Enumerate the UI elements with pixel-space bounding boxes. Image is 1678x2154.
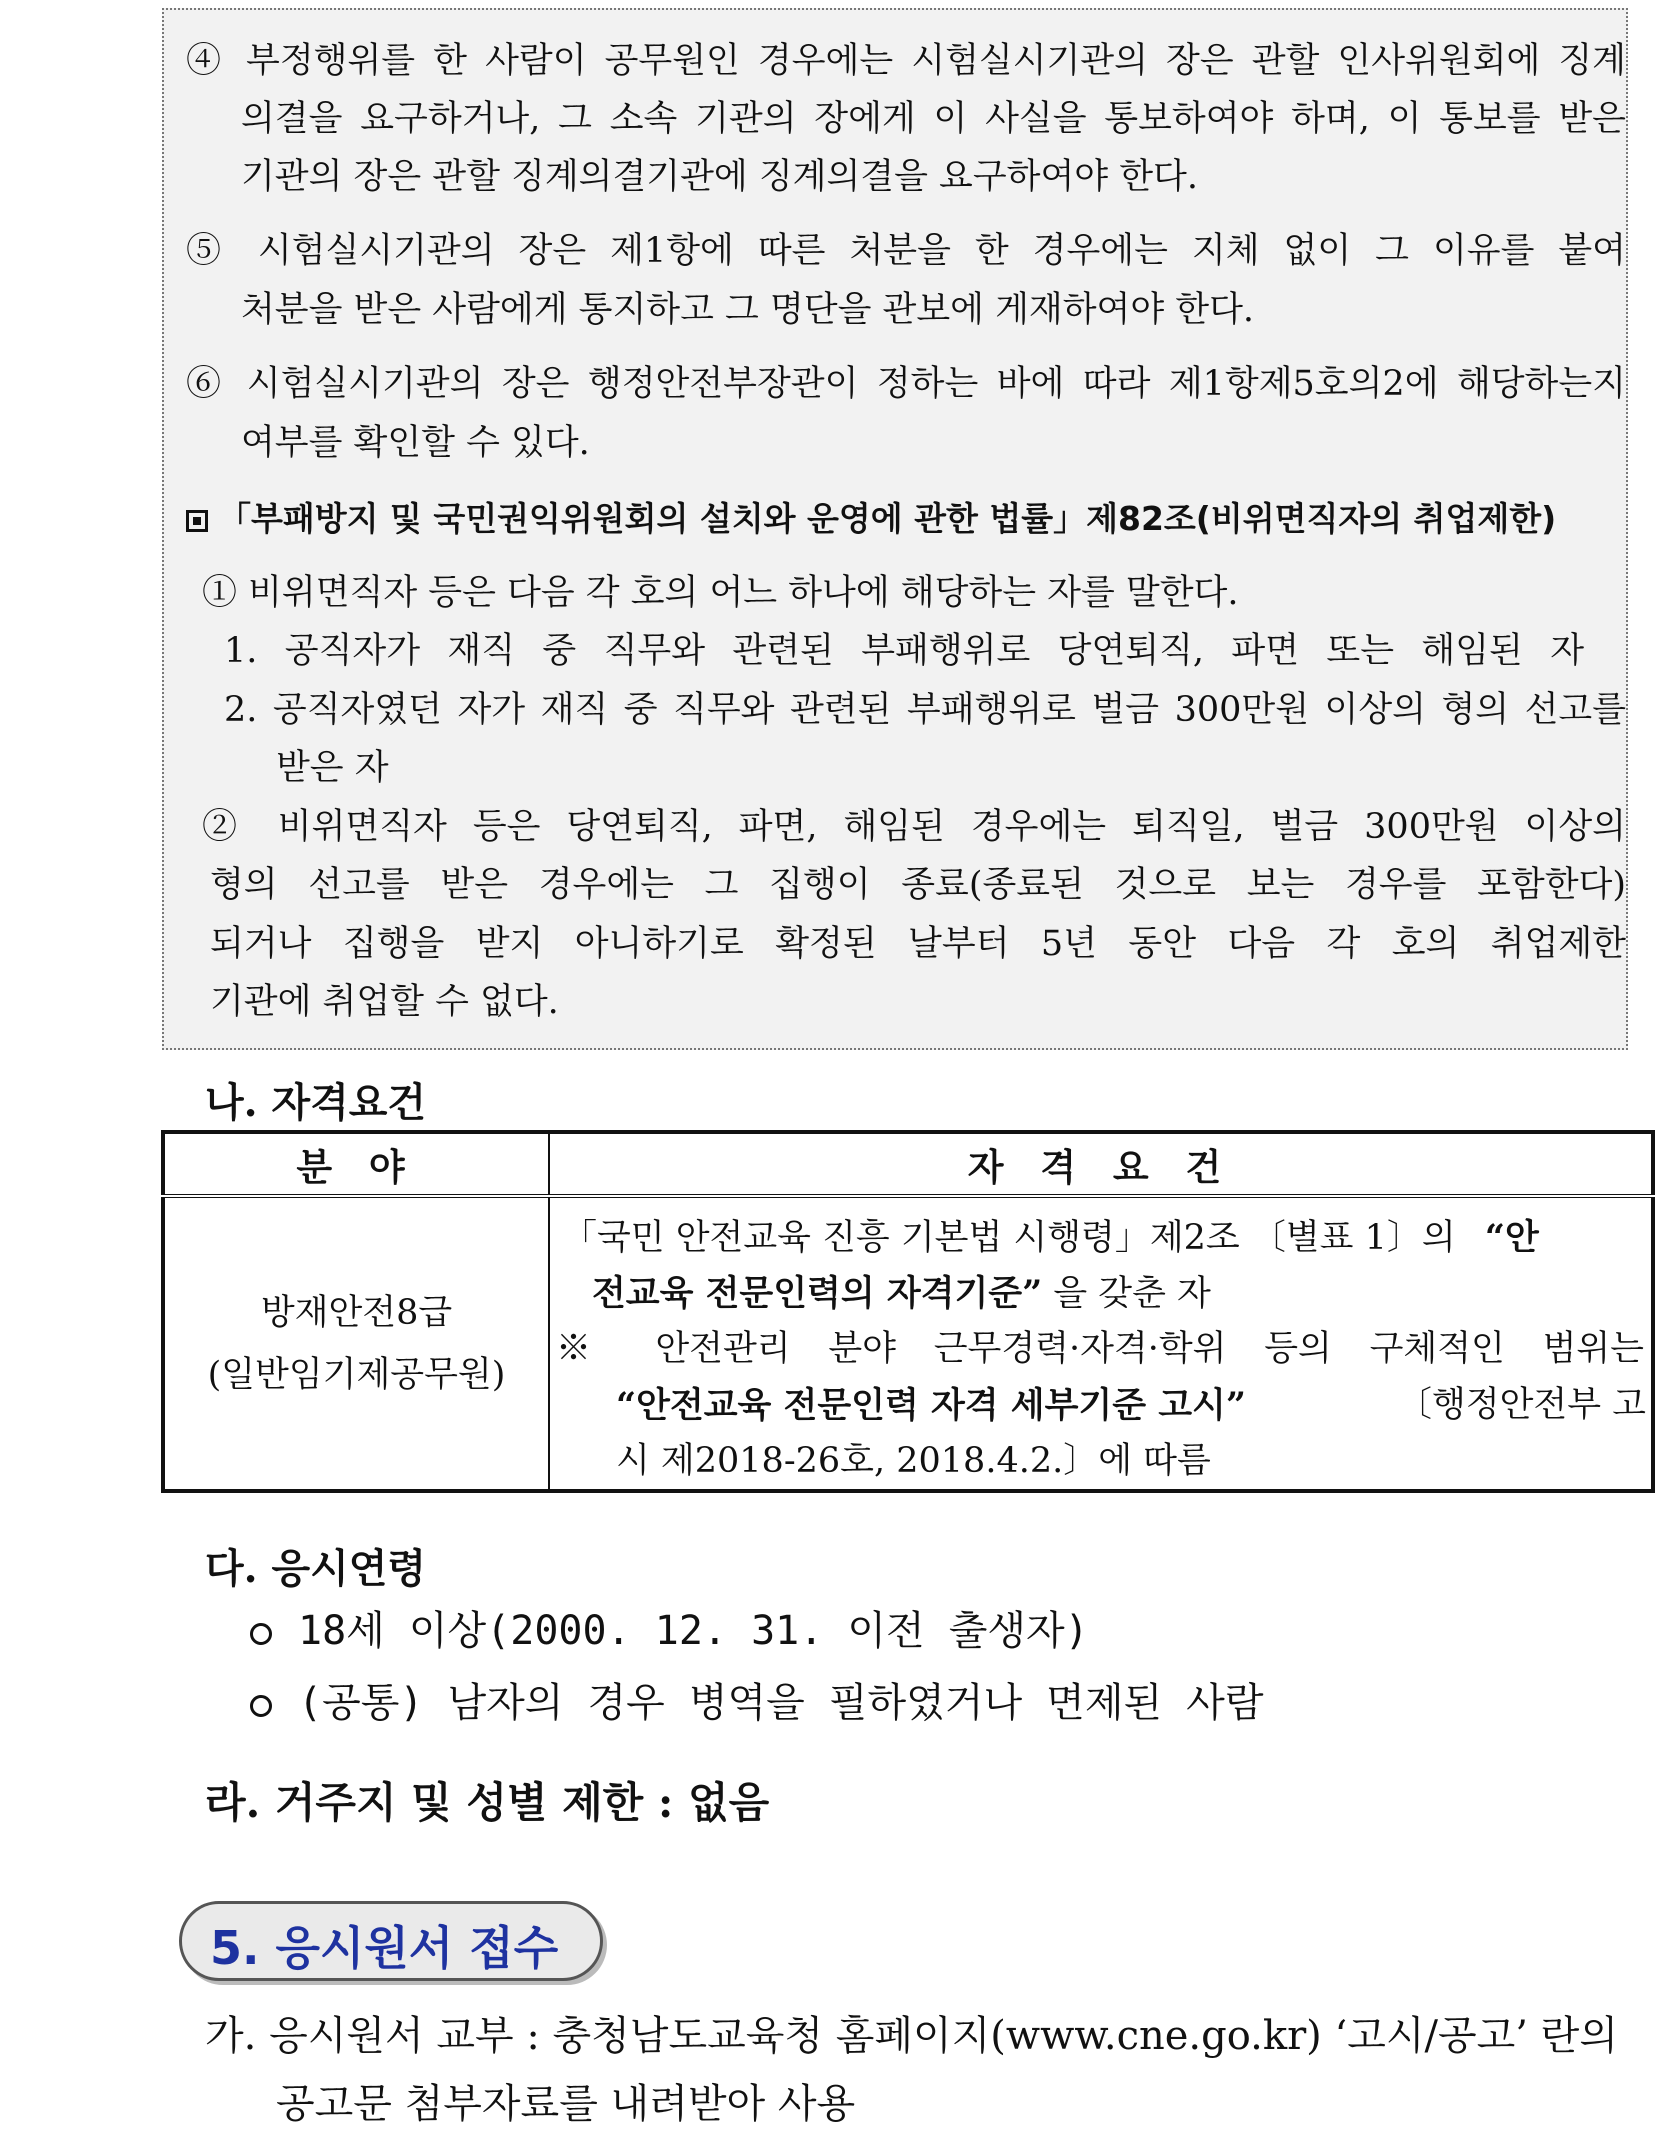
item-1: 1. 공직자가 재직 중 직무와 관련된 부패행위로 당연퇴직, 파면 또는 해임된 자	[224, 631, 1584, 671]
age-heading: 다. 응시연령	[205, 1545, 427, 1592]
section-5-title: 5. 응시원서 접수	[210, 1921, 559, 1975]
paragraph-6-line-2: 여부를 확인할 수 있다.	[241, 423, 590, 463]
requirement-note-source: 〔행정안전부 고	[1397, 1385, 1646, 1425]
item-2-line-1: 2. 공직자였던 자가 재직 중 직무와 관련된 부패행위로 벌금 300만원 이상의 형의 선고를	[224, 690, 1626, 730]
paragraph-6-line-1: ⑥ 시험실시기관의 장은 행정안전부장관이 정하는 바에 따라 제1항제5호의2에 해당하는지	[186, 364, 1626, 404]
law-title	[186, 499, 1557, 538]
age-item-1-text: 18세 이상(2000. 12. 31. 이전 출생자)	[298, 1608, 1089, 1654]
age-item-1	[250, 1608, 1089, 1654]
paragraph-4-line-3: 기관의 장은 관할 징계의결기관에 징계의결을 요구하여야 한다.	[241, 157, 1198, 197]
requirement-line-2	[592, 1273, 1211, 1314]
requirement-emphasis-start: “안	[1484, 1217, 1539, 1258]
paragraph-4-line-2: 의결을 요구하거나, 그 소속 기관의 장에게 이 사실을 통보하여야 하며, 이 통보를 받은	[241, 99, 1626, 139]
circle-bullet-icon	[250, 1695, 272, 1717]
paragraph-5-line-2: 처분을 받은 사람에게 통지하고 그 명단을 관보에 게재하여야 한다.	[241, 290, 1255, 330]
paragraph-5-line-1: ⑤ 시험실시기관의 장은 제1항에 따른 처분을 한 경우에는 지체 없이 그 이유를 붙여	[186, 231, 1626, 271]
clause-1: ① 비위면직자 등은 다음 각 호의 어느 하나에 해당하는 자를 말한다.	[202, 573, 1239, 613]
field-name: 방재안전8급	[260, 1292, 453, 1333]
requirement-note-line-3: 시 제2018-26호, 2018.4.2.〕에 따름	[616, 1441, 1211, 1481]
requirement-line-1	[562, 1217, 1539, 1258]
age-item-2-text: (공통) 남자의 경우 병역을 필하였거나 면제된 사람	[298, 1680, 1264, 1726]
clause-2-line-4: 기관에 취업할 수 없다.	[210, 982, 559, 1022]
requirement-cell	[549, 1196, 1653, 1491]
residence-heading: 라. 거주지 및 성별 제한 : 없음	[205, 1778, 770, 1827]
law-title-text: 「부패방지 및 국민권익위원회의 설치와 운영에 관한 법률」제82조(비위면직자의 취업제한)	[218, 499, 1557, 538]
age-item-2	[250, 1680, 1264, 1726]
header-field: 분 야	[163, 1132, 549, 1196]
field-type: (일반임기제공무원)	[207, 1354, 506, 1395]
qualification-table	[161, 1130, 1655, 1493]
qualification-heading: 나. 자격요건	[205, 1079, 427, 1126]
requirement-note-line-2	[616, 1385, 1646, 1426]
requirement-note-emphasis: “안전교육 전문인력 자격 세부기준 고시”	[616, 1385, 1246, 1426]
requirement-line-2-text: 을 갖춘 자	[1053, 1274, 1211, 1314]
table-header-row	[163, 1132, 1653, 1196]
section-5-line-1: 가. 응시원서 교부 : 충청남도교육청 홈페이지(www.cne.go.kr) ‘고시/공고’ 란의	[205, 2013, 1618, 2059]
clause-2-line-3: 되거나 집행을 받지 아니하기로 확정된 날부터 5년 동안 다음 각 호의 취업제한	[210, 924, 1626, 964]
circle-bullet-icon	[250, 1623, 272, 1645]
clause-2-line-1: ② 비위면직자 등은 당연퇴직, 파면, 해임된 경우에는 퇴직일, 벌금 300만원 이상의	[202, 807, 1626, 847]
requirement-emphasis-end: 전교육 전문인력의 자격기준”	[592, 1273, 1043, 1314]
table-row	[163, 1196, 1653, 1491]
square-bullet-icon	[186, 510, 208, 532]
item-2-line-2: 받은 자	[276, 748, 389, 788]
section-5-line-2: 공고문 첨부자료를 내려받아 사용	[276, 2081, 856, 2127]
requirement-note-line-1: ※ 안전관리 분야 근무경력·자격·학위 등의 구체적인 범위는	[556, 1329, 1644, 1369]
clause-2-line-2: 형의 선고를 받은 경우에는 그 집행이 종료(종료된 것으로 보는 경우를 포함한다)	[210, 865, 1626, 905]
header-requirement: 자 격 요 건	[549, 1132, 1653, 1196]
paragraph-4-line-1: ④ 부정행위를 한 사람이 공무원인 경우에는 시험실시기관의 장은 관할 인사위원회에 징계	[186, 41, 1626, 81]
requirement-line-1-text: 「국민 안전교육 진흥 기본법 시행령」제2조 〔별표 1〕의	[562, 1218, 1467, 1258]
field-cell	[163, 1196, 549, 1491]
